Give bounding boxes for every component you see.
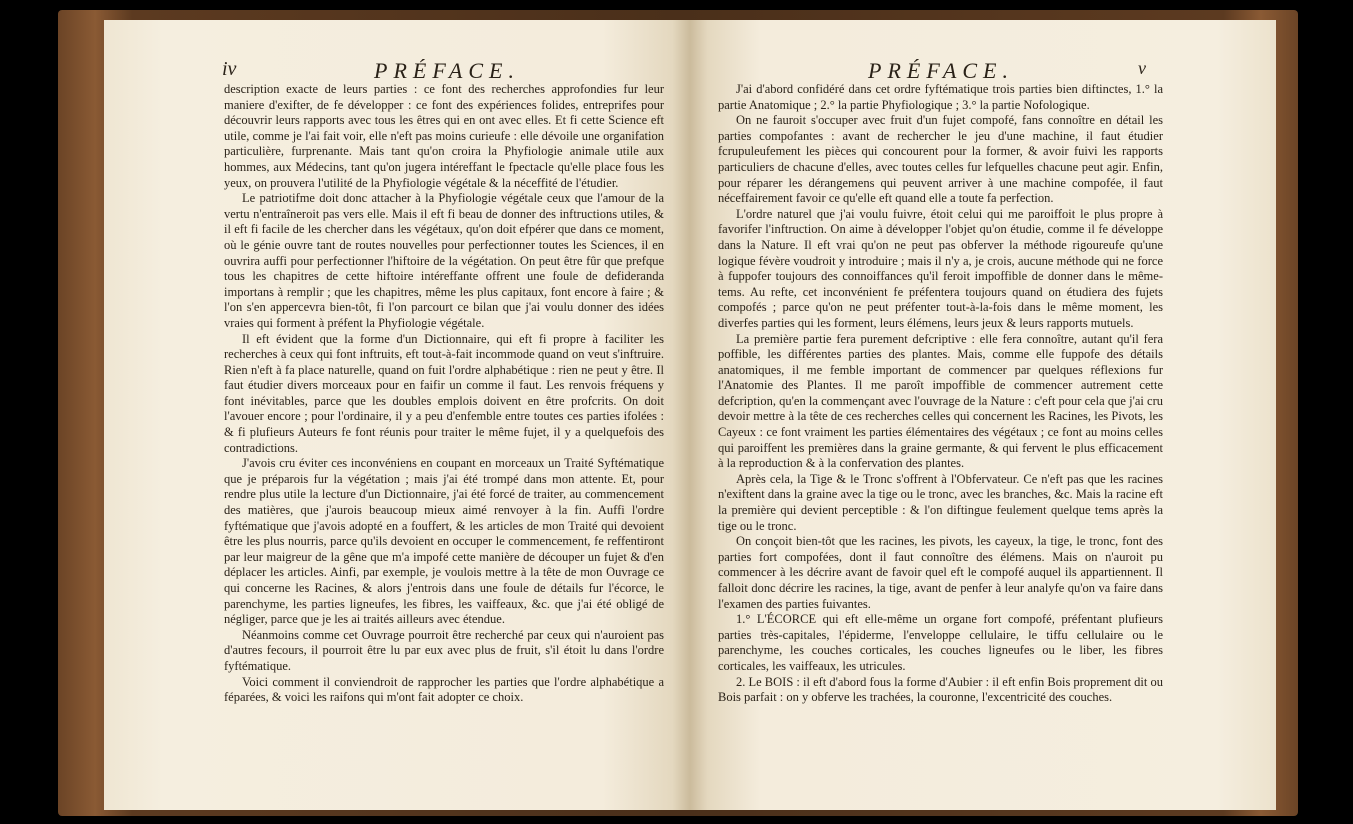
paragraph: La première partie fera purement defcriptive : elle fera connoître, autant qu'il fera poffible, les différentes parties des plantes. Mais, comme elle fuppofe des détails anatomiques, il me femble important de commencer par quelques réflexions fur l'Anatomie des Plantes. Il me paroît impoffible de commencer autrement cette defcription, qu'en la commençant avec l'ouvrage de la Nature : c'eft pour cela que j'ai cru devoir mettre à la tête de ces recherches celles qui concernent les Racines, les Pivots, les Cayeux : ce font vraiment les parties élémentaires des végétaux ; ce font au moins celles qui paroiffent les premières dans la graine germante, & qui fervent le plus efficacement à la reproduction & à la confervation des plantes. <box>718 331 1163 471</box>
paragraph: Néanmoins comme cet Ouvrage pourroit être recherché par ceux qui n'auroient pas d'autres fecours, il pourroit être lu par eux avec plus de fruit, s'il étoit lu dans l'ordre fyftématique. <box>224 627 664 673</box>
right-page <box>690 20 1276 810</box>
page-number-left: iv <box>222 58 237 80</box>
paragraph: L'ordre naturel que j'ai voulu fuivre, étoit celui qui me paroiffoit le plus propre à favorifer l'inftruction. On aime à développer l'objet qu'on étudie, comme il fe développe dans la Nature. Il eft vrai qu'on ne peut pas obferver la méthode rigoureufe qu'une logique févère voudroit y introduire ; mais il n'y a, je crois, aucune méthode qui ne force à fuppofer toujours des connoiffances qu'il feroit impoffible de donner dans le même-tems. Au refte, cet inconvénient fe préfentera toujours quand on étudiera des fujets compofés ; parce qu'on ne peut préfenter tout-à-la-fois dans le même moment, les diverfes parties qui les forment, leurs élémens, leurs jeux & leurs rapports mutuels. <box>718 206 1163 330</box>
running-title-right: PRÉFACE. <box>868 58 1014 83</box>
right-page-text <box>718 82 1163 706</box>
paragraph: On ne fauroit s'occuper avec fruit d'un fujet compofé, fans connoître en détail les parties compofantes : avant de rechercher le jeu d'une machine, il faut étudier fcrupuleufement les pièces qui concourent pour la former, & avoir fuivi les rapports particuliers de chacune d'elles, avec toutes celles fur lefquelles chacune peut agir. Enfin, pour réparer les dérangemens qui peuvent arriver à une machine compofée, il faut néceffairement favoir ce qu'elle eft quand elle a toute fa perfection. <box>718 113 1163 206</box>
left-page-text <box>224 82 664 706</box>
left-page <box>104 20 690 810</box>
paragraph: Il eft évident que la forme d'un Dictionnaire, qui eft fi propre à faciliter les recherches à ceux qui font inftruits, eft tout-à-fait incommode quand on veut s'inftruire. Rien n'eft à fa place naturelle, quand on fuit l'ordre alphabétique : rien ne peut y être. Il faut étudier divers morceaux pour en faifir un comme il faut. Les renvois fréquens y font inévitables, parce que les doubles emplois doivent en être profcrits. On doit l'avouer encore ; pour l'ordinaire, il y a peu d'enfemble entre toutes ces parties ifolées : & fi plufieurs Auteurs fe font réunis pour traiter le même fujet, il y a quelquefois des contradictions. <box>224 331 664 455</box>
paragraph: J'ai d'abord confidéré dans cet ordre fyftématique trois parties bien diftinctes, 1.° la partie Anatomique ; 2.° la partie Phyfiologique ; 3.° la partie Nofologique. <box>718 82 1163 112</box>
paragraph: Voici comment il conviendroit de rapprocher les parties que l'ordre alphabétique a féparées, & voici les raifons qui m'ont fait adopter ce choix. <box>224 674 664 705</box>
paragraph: On conçoit bien-tôt que les racines, les pivots, les cayeux, la tige, le tronc, font des parties fort compofées, dont il faut connoître des élémens. Mais on n'auroit pu commencer à les décrire avant de favoir quel eft le compofé auquel ils appartiennent. Il falloit donc décrire les racines, la tige, avant de penfer à leur analyfe qu'on va faire dans l'examen des parties fuivantes. <box>718 534 1163 611</box>
paragraph: 1.° L'ÉCORCE qui eft elle-même un organe fort compofé, préfentant plufieurs parties très-capitales, l'épiderme, l'enveloppe cellulaire, le tiffu cellulaire ou le parenchyme, les couches corticales, les couches ligneufes ou le liber, les fibres corticales, les vaiffeaux, les utricules. <box>718 612 1163 673</box>
paragraph: Le patriotifme doit donc attacher à la Phyfiologie végétale ceux que l'amour de la vertu n'entraîneroit pas vers elle. Mais il eft fi beau de donner des inftructions utiles, & il eft fi facile de les chercher dans les végétaux, qu'on doit efpérer que dans ce moment, où le génie ouvre tant de routes nouvelles pour perfectionner toutes les Sciences, il en ouvrira auffi pour perfectionner l'hiftoire de la végétation. On peut être fûr que prefque tous les chapitres de cette hiftoire intéreffante offrent une foule de defideranda importans à remplir ; que les chapitres, même les plus capitaux, font encore à faire ; & l'on s'en appercevra bien-tôt, fi l'on parcourt ce bilan que j'ai voulu donner des idées vraies qui forment à préfent la Phyfiologie végétale. <box>224 191 664 330</box>
running-title-left: PRÉFACE. <box>374 58 520 83</box>
paragraph: description exacte de leurs parties : ce font des recherches approfondies fur leur maniere d'exifter, de fe développer : ce font des expériences folides, entreprifes pour découvrir leurs rapports avec tous les êtres qui en ont avec elles. Et fi cette Science eft utile, comme je l'ai fait voir, elle n'eft pas moins curieufe : elle dévoile une organifation particulière, furprenante. Mais tant qu'on croira la Phyfiologie animale utile aux hommes, aux Médecins, tant qu'on jugera intéreffant le fpectacle qu'elle place fous les yeux, on prouvera l'utilité de la Phyfiologie végétale & la néceffité de l'étudier. <box>224 82 664 190</box>
paragraph: Après cela, la Tige & le Tronc s'offrent à l'Obfervateur. Ce n'eft pas que les racines n'exiftent dans la graine avec la tige ou le tronc, avec les branches, &c. Mais la racine eft la première qui devient perceptible : & l'on diftingue feulement quelque tems après la tige ou le tronc. <box>718 471 1163 533</box>
paragraph: J'avois cru éviter ces inconvéniens en coupant en morceaux un Traité Syftématique que je préparois fur la végétation ; mais j'ai été trompé dans mon attente. Et, pour rendre plus utile la lecture d'un Dictionnaire, j'ai été forcé de traiter, au commencement des matières, que j'aurois beaucoup mieux aimé renvoyer à la fin. Auffi l'ordre fyftématique que j'avois adopté en a fouffert, & les articles de mon Traité qui devoient être les plus nourris, parce qu'ils devoient en occuper le commencement, fe reffentiront par leur maigreur de la gêne que m'a impofé cette manière de découper un fujet & d'en déplacer les articles. Ainfi, par exemple, je voulois mettre à la tête de mon Ouvrage ce qui concerne les Racines, & alors j'entrois dans une foule de détails fur l'écorce, le parenchyme, les parties ligneufes, les fibres, les vaiffeaux, &c. que j'ai été obligé de négliger, parce que je les ai traités ailleurs avec étendue. <box>224 456 664 627</box>
paragraph: 2. Le BOIS : il eft d'abord fous la forme d'Aubier : il eft enfin Bois proprement dit ou Bois parfait : on y obferve les trachées, la couronne, l'excentricité des couches. <box>718 674 1163 705</box>
page-number-right: v <box>1138 58 1146 78</box>
